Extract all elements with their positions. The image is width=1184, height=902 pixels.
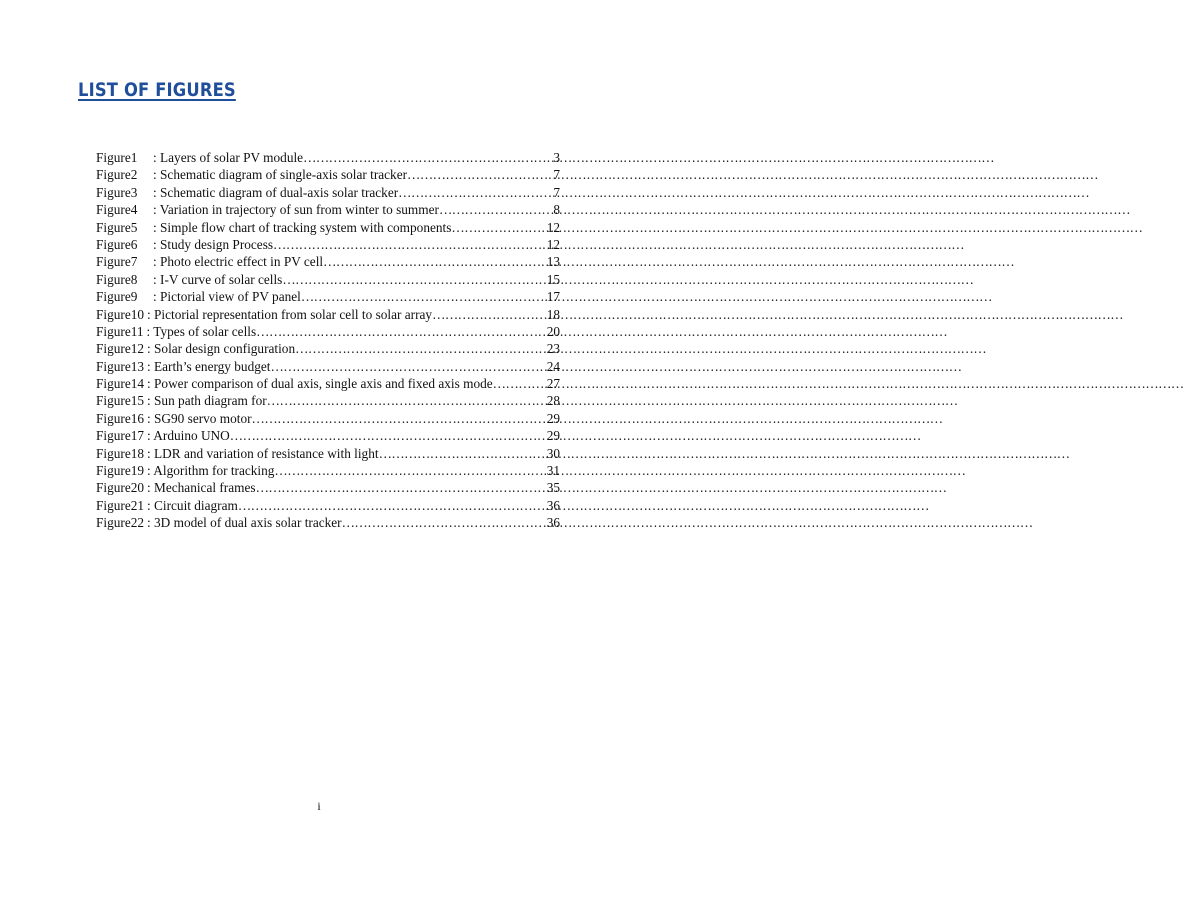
- figure-number: Figure1: [96, 150, 138, 165]
- figure-page-number: 28: [546, 393, 560, 409]
- figure-title: : Arduino UNO: [147, 428, 230, 444]
- figure-page-number: 27: [546, 376, 560, 392]
- figure-title: : Earth’s energy budget: [147, 358, 271, 374]
- figure-entry: [96, 323, 560, 340]
- figure-number: Figure19: [96, 463, 145, 479]
- figure-title: : 3D model of dual axis solar tracker: [147, 515, 342, 531]
- dot-leader: [398, 184, 553, 201]
- figure-list: [96, 149, 560, 532]
- dot-leader: [267, 392, 547, 409]
- figure-title: : Photo electric effect in PV cell: [153, 254, 324, 270]
- figure-entry: [96, 184, 560, 201]
- figure-page-number: 3: [553, 150, 560, 165]
- figure-page-number: 7: [553, 167, 560, 183]
- figure-entry: [96, 427, 560, 444]
- figure-number: Figure9: [96, 289, 138, 305]
- figure-number: Figure16: [96, 410, 145, 426]
- dot-leader: [270, 358, 546, 375]
- figure-page-number: 18: [546, 306, 560, 322]
- figure-entry: [96, 236, 560, 253]
- figure-page-number: 23: [546, 341, 560, 357]
- figure-number: Figure8: [96, 271, 138, 287]
- figure-entry: [96, 497, 560, 514]
- figure-page-number: 30: [546, 445, 560, 461]
- figure-title: : Types of solar cells: [146, 323, 257, 339]
- figure-page-number: 20: [546, 323, 560, 339]
- figure-page-number: 12: [546, 219, 560, 235]
- dot-leader: [301, 288, 547, 305]
- figure-title: : Schematic diagram of single-axis solar tracker: [153, 167, 408, 183]
- figure-page-number: 8: [553, 202, 560, 218]
- dot-leader: [439, 201, 553, 218]
- figure-page-number: 12: [546, 236, 560, 252]
- figure-number: Figure14: [96, 376, 145, 392]
- figure-entry: [96, 149, 560, 166]
- figure-entry: [96, 166, 560, 183]
- figure-entry: [96, 340, 560, 357]
- figure-title: : Pictorial view of PV panel: [153, 289, 301, 305]
- figure-entry: [96, 479, 560, 496]
- dot-leader: [282, 271, 546, 288]
- figure-page-number: 7: [553, 184, 560, 200]
- figure-title: : Power comparison of dual axis, single axis and fixed axis mode: [147, 376, 493, 392]
- dot-leader: [295, 340, 547, 357]
- figure-page-number: 13: [546, 254, 560, 270]
- figure-page-number: 15: [546, 271, 560, 287]
- figure-number: Figure5: [96, 219, 138, 235]
- figure-number: Figure18: [96, 445, 145, 461]
- figure-page-number: 31: [546, 463, 560, 479]
- figure-entry: [96, 445, 560, 462]
- figure-page-number: 36: [546, 497, 560, 513]
- figure-number: Figure11: [96, 323, 144, 339]
- page-title: LIST OF FIGURES: [78, 79, 236, 101]
- figure-title: : Mechanical frames: [147, 480, 256, 496]
- figure-entry: [96, 306, 560, 323]
- dot-leader: [342, 514, 547, 531]
- figure-number: Figure3: [96, 184, 138, 200]
- dot-leader: [407, 166, 553, 183]
- figure-title: : Study design Process: [153, 236, 274, 252]
- figure-page-number: 29: [546, 410, 560, 426]
- dot-leader: [273, 236, 547, 253]
- figure-number: Figure10: [96, 306, 145, 322]
- figure-number: Figure21: [96, 497, 145, 513]
- figure-page-number: 35: [546, 480, 560, 496]
- figure-title: : Circuit diagram: [147, 497, 238, 513]
- figure-entry: [96, 514, 560, 531]
- figure-page-number: 17: [546, 289, 560, 305]
- figure-title: : Variation in trajectory of sun from winter to summer: [153, 202, 439, 218]
- figure-number: Figure2: [96, 167, 138, 183]
- figure-number: Figure22: [96, 515, 145, 531]
- figure-entry: [96, 392, 560, 409]
- figure-title: : SG90 servo motor: [147, 410, 252, 426]
- dot-leader: [323, 253, 547, 270]
- dot-leader: [230, 427, 547, 444]
- figure-title: : I-V curve of solar cells: [153, 271, 283, 287]
- dot-leader: [256, 323, 547, 340]
- dot-leader: [432, 306, 547, 323]
- dot-leader: [303, 149, 553, 166]
- dot-leader: [256, 479, 547, 496]
- dot-leader: [451, 219, 546, 236]
- figure-page-number: 29: [546, 428, 560, 444]
- dot-leader: [493, 375, 547, 392]
- figure-number: Figure20: [96, 480, 145, 496]
- figure-entry: [96, 201, 560, 218]
- figure-entry: [96, 375, 560, 392]
- dot-leader: [274, 462, 546, 479]
- figure-number: Figure6: [96, 236, 138, 252]
- figure-entry: [96, 253, 560, 270]
- figure-title: : Sun path diagram for: [147, 393, 267, 409]
- figure-title: : Pictorial representation from solar cell to solar array: [147, 306, 433, 322]
- dot-leader: [252, 410, 547, 427]
- figure-title: : Schematic diagram of dual-axis solar tracker: [153, 184, 399, 200]
- figure-entry: [96, 358, 560, 375]
- figure-title: : LDR and variation of resistance with light: [147, 445, 379, 461]
- figure-entry: [96, 219, 560, 236]
- figure-entry: [96, 410, 560, 427]
- page-number: i: [317, 799, 321, 813]
- dot-leader: [238, 497, 547, 514]
- figure-entry: [96, 271, 560, 288]
- figure-title: : Layers of solar PV module: [153, 150, 304, 165]
- figure-entry: [96, 288, 560, 305]
- figure-number: Figure15: [96, 393, 145, 409]
- figure-title: : Simple flow chart of tracking system with components: [153, 219, 452, 235]
- figure-page-number: 24: [546, 358, 560, 374]
- dot-leader: [379, 445, 547, 462]
- figure-title: : Solar design configuration: [147, 341, 296, 357]
- figure-number: Figure7: [96, 254, 138, 270]
- figure-number: Figure4: [96, 202, 138, 218]
- figure-page-number: 36: [546, 515, 560, 531]
- figure-number: Figure12: [96, 341, 145, 357]
- figure-number: Figure13: [96, 358, 145, 374]
- figure-title: : Algorithm for tracking: [147, 463, 275, 479]
- figure-number: Figure17: [96, 428, 145, 444]
- figure-entry: [96, 462, 560, 479]
